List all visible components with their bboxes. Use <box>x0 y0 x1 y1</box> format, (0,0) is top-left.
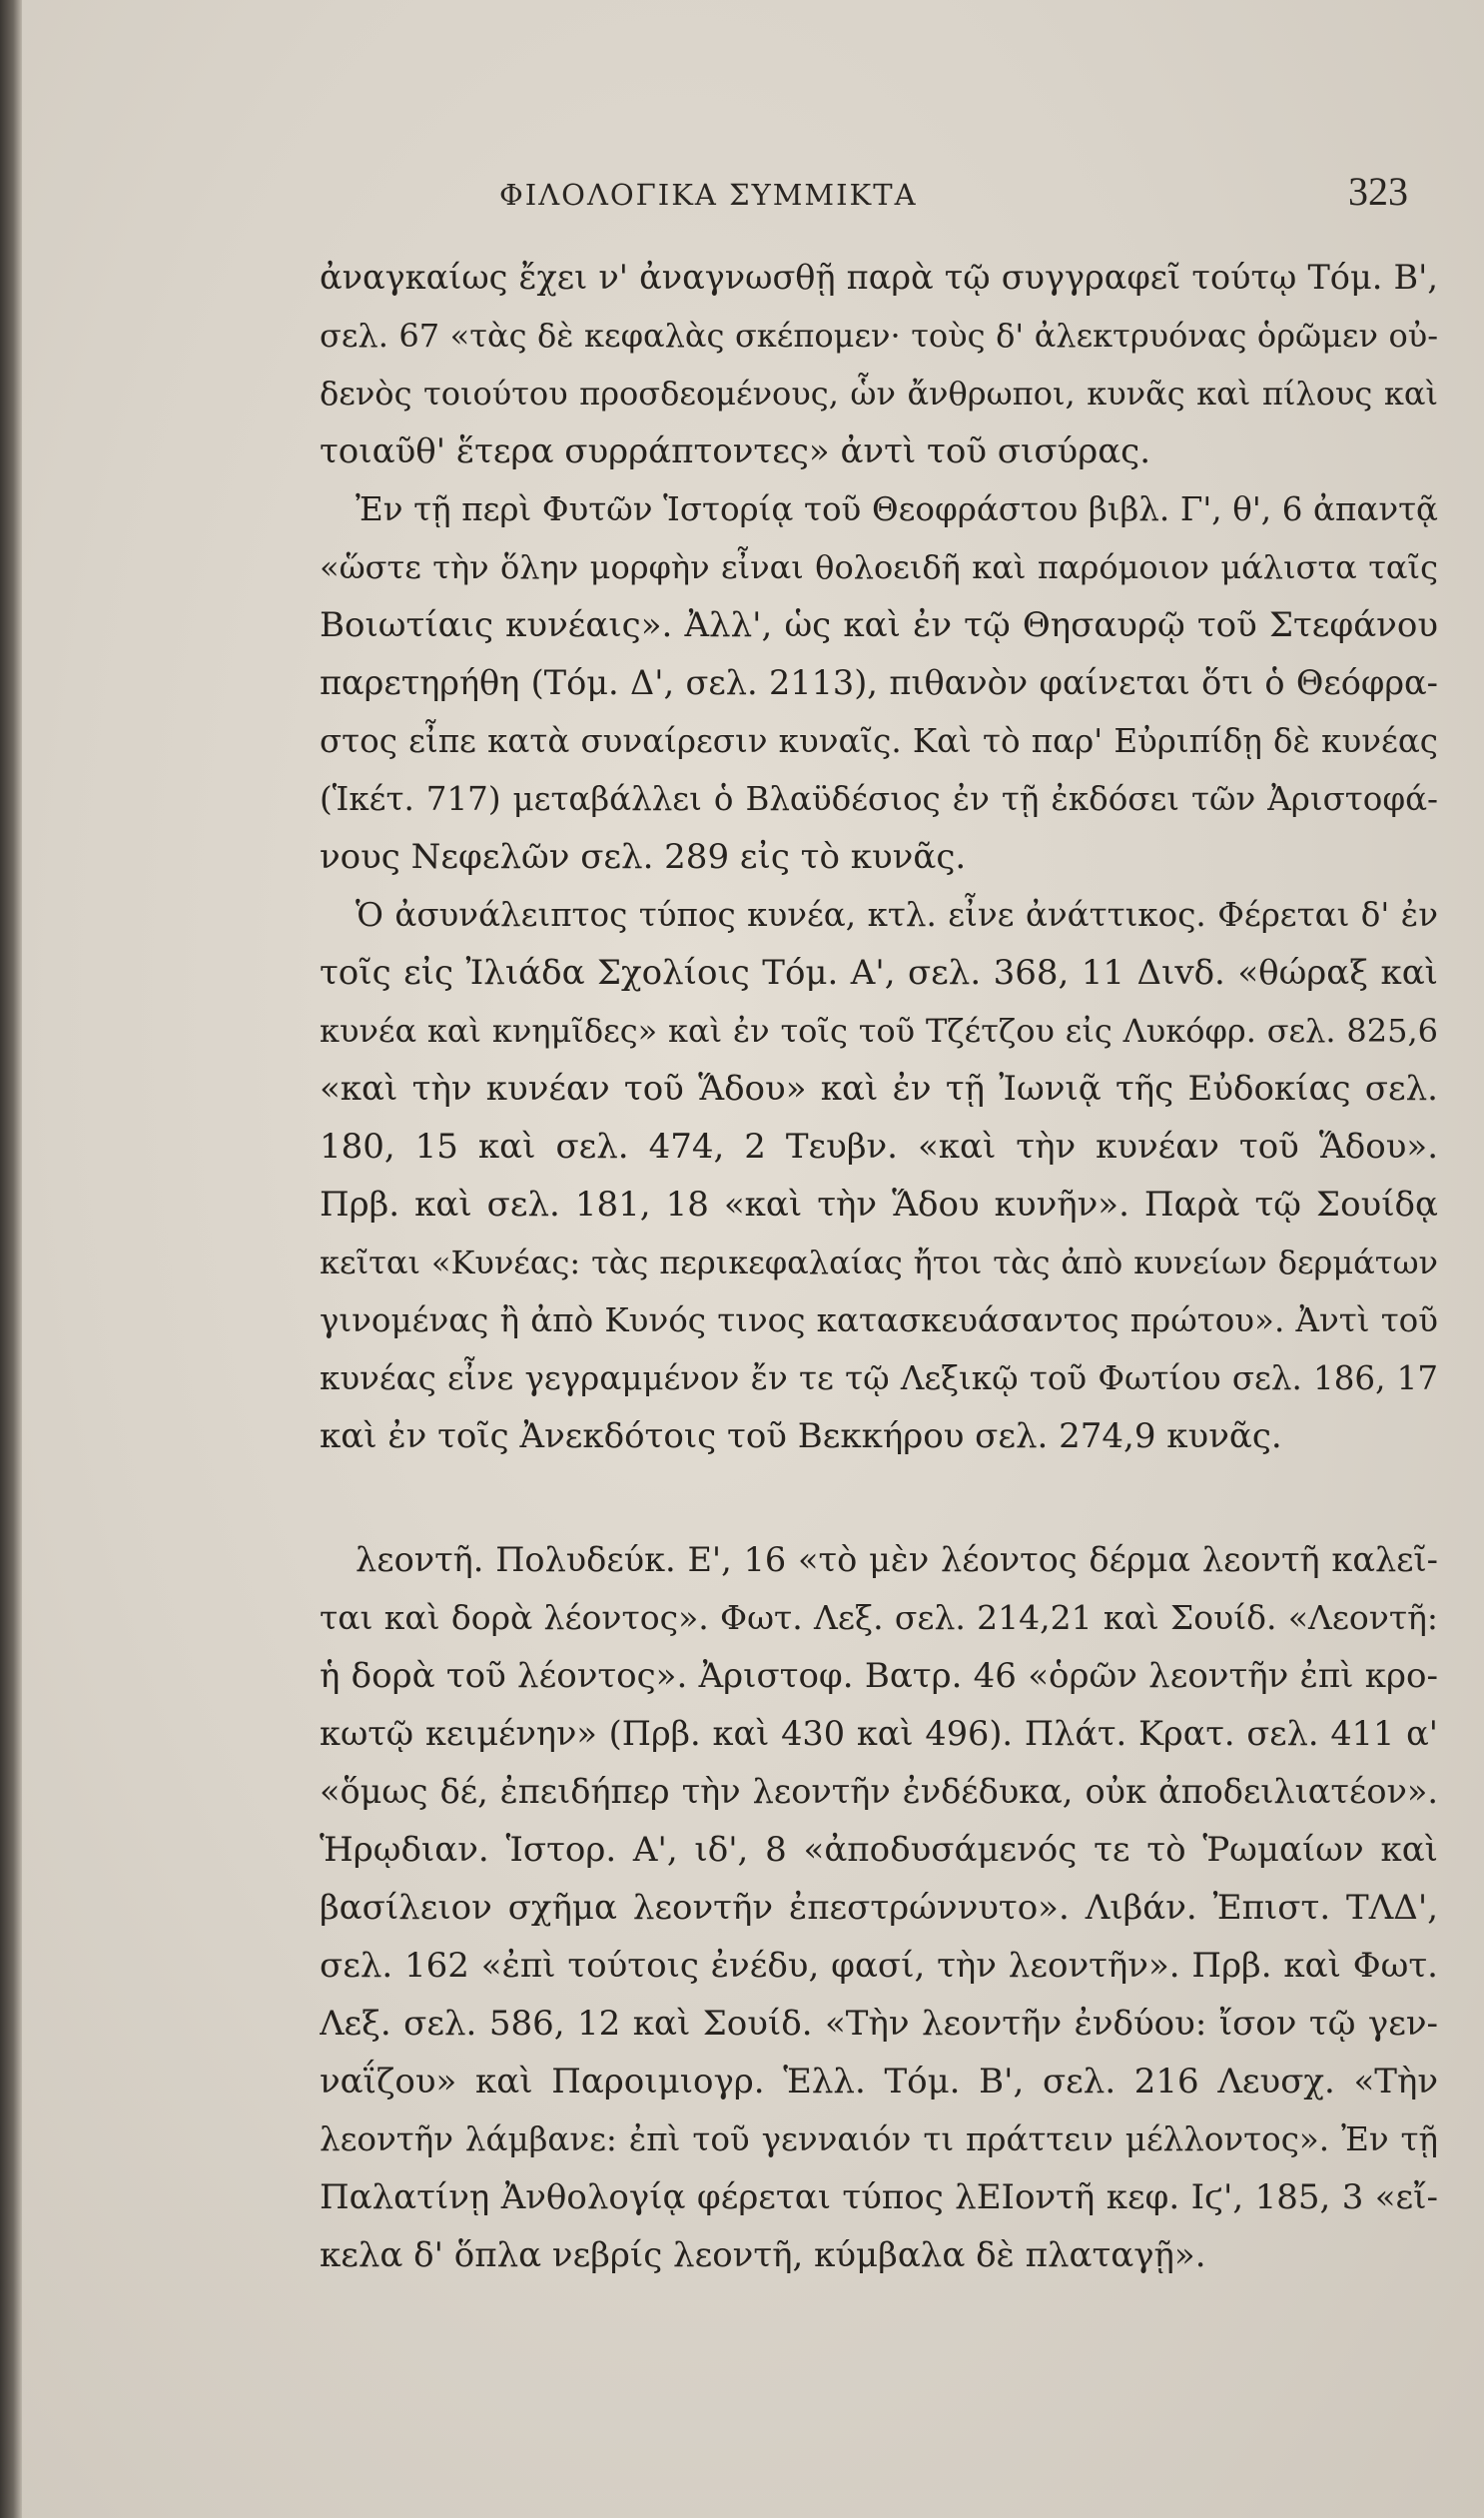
text-line: Ὁ ἀσυνάλειπτος τύπος κυνέα, κτλ. εἶνε ἀνάττικος. Φέρεται δ' ἐν <box>356 896 1438 934</box>
text-line: τοιαῦθ' ἕτερα συρράπτοντες» ἀντὶ τοῦ σισύρας. <box>320 431 1151 471</box>
text-line: νους Νεφελῶν σελ. 289 εἰς τὸ κυνᾶς. <box>320 837 967 877</box>
text-line: «ὅμως δέ, ἐπειδήπερ τὴν λεοντῆν ἐνδέδυκα, οὐκ ἀποδειλιατέον». <box>320 1772 1438 1811</box>
text-line: δενὸς τοιούτου προσδεομένους, ὧν ἄνθρωποι, κυνᾶς καὶ πίλους καὶ <box>320 375 1438 413</box>
text-line: κελα δ' ὅπλα νεβρίς λεοντῆ, κύμβαλα δὲ πλαταγῇ». <box>320 2235 1206 2275</box>
text-line: κεῖται «Κυνέας: τὰς περικεφαλαίας ἤτοι τὰς ἀπὸ κυνείων δερμάτων <box>320 1244 1438 1281</box>
text-line: στος εἶπε κατὰ συναίρεσιν κυναῖς. Καὶ τὸ παρ' Εὐριπίδῃ δὲ κυνέας <box>320 722 1438 760</box>
book-page <box>22 0 1484 2518</box>
text-line: «καὶ τὴν κυνέαν τοῦ Ἅδου» καὶ ἐν τῇ Ἰωνιᾷ τῆς Εὐδοκίας σελ. <box>320 1069 1438 1109</box>
scan-dark-edge <box>0 0 22 2518</box>
text-line: Ἐν τῇ περὶ Φυτῶν Ἱστορίᾳ τοῦ Θεοφράστου βιβλ. Γ', θ', 6 ἀπαντᾷ <box>356 490 1438 528</box>
text-line: ἀναγκαίως ἔχει ν' ἀναγνωσθῇ παρὰ τῷ συγγραφεῖ τούτῳ Τόμ. Β', <box>320 258 1438 297</box>
text-line: (Ἱκέτ. 717) μεταβάλλει ὁ Βλαϋδέσιος ἐν τῇ ἐκδόσει τῶν Ἀριστοφά- <box>320 780 1438 818</box>
text-line: κωτῷ κειμένην» (Πρβ. καὶ 430 καὶ 496). Πλάτ. Κρατ. σελ. 411 α' <box>320 1714 1438 1753</box>
text-line: ται καὶ δορὰ λέοντος». Φωτ. Λεξ. σελ. 214,21 καὶ Σουίδ. «Λεοντῆ: <box>320 1598 1438 1637</box>
text-line: βασίλειον σχῆμα λεοντῆν ἐπεστρώννυτο». Λιβάν. Ἐπιστ. ΤΛΔ', <box>320 1888 1438 1928</box>
text-line: Λεξ. σελ. 586, 12 καὶ Σουίδ. «Τὴν λεοντῆν ἐνδύου: ἴσον τῷ γεν- <box>320 2004 1438 2044</box>
text-line: ἡ δορὰ τοῦ λέοντος». Ἀριστοφ. Βατρ. 46 «ὁρῶν λεοντῆν ἐπὶ κρο- <box>320 1656 1438 1696</box>
text-line: λεοντῆν λάμβανε: ἐπὶ τοῦ γενναιόν τι πράττειν μέλλοντος». Ἐν τῇ <box>320 2120 1438 2158</box>
text-line: κυνέας εἶνε γεγραμμένον ἔν τε τῷ Λεξικῷ τοῦ Φωτίου σελ. 186, 17 <box>320 1359 1438 1397</box>
text-line: λεοντῆ. Πολυδεύκ. Ε', 16 «τὸ μὲν λέοντος δέρμα λεοντῆ καλεῖ- <box>356 1540 1438 1579</box>
text-line: 180, 15 καὶ σελ. 474, 2 Τευβν. «καὶ τὴν κυνέαν τοῦ Ἅδου». <box>320 1127 1438 1167</box>
text-line: Πρβ. καὶ σελ. 181, 18 «καὶ τὴν Ἅδου κυνῆν». Παρὰ τῷ Σουίδᾳ <box>320 1185 1438 1225</box>
text-line: γινομένας ἢ ἀπὸ Κυνός τινος κατασκευάσαντος πρώτου». Ἀντὶ τοῦ <box>320 1301 1438 1339</box>
text-line: παρετηρήθη (Τόμ. Δ', σελ. 2113), πιθανὸν φαίνεται ὅτι ὁ Θεόφρα- <box>320 663 1438 702</box>
text-line: σελ. 67 «τὰς δὲ κεφαλὰς σκέπομεν· τοὺς δ' ἀλεκτρυόνας ὁρῶμεν οὐ- <box>320 317 1438 355</box>
text-line: Ἡρῳδιαν. Ἱστορ. Α', ιδ', 8 «ἀποδυσάμενός τε τὸ Ῥωμαίων καὶ <box>320 1830 1438 1870</box>
text-line: «ὥστε τὴν ὅλην μορφὴν εἶναι θολοειδῆ καὶ παρόμοιον μάλιστα ταῖς <box>320 548 1438 586</box>
text-line: σελ. 162 «ἐπὶ τούτοις ἐνέδυ, φασί, τὴν λεοντῆν». Πρβ. καὶ Φωτ. <box>320 1946 1438 1986</box>
running-title: ΦΙΛΟΛΟΓΙΚΑ ΣΥΜΜΙΚΤΑ <box>499 178 918 212</box>
text-line: Παλατίνῃ Ἀνθολογίᾳ φέρεται τύπος λΕΙοντῆ κεφ. Ιϛ', 185, 3 «εἴ- <box>320 2177 1438 2217</box>
text-line: καὶ ἐν τοῖς Ἀνεκδότοις τοῦ Βεκκήρου σελ. 274,9 κυνᾶς. <box>320 1416 1282 1456</box>
text-line: κυνέα καὶ κνημῖδες» καὶ ἐν τοῖς τοῦ Τζέτζου εἰς Λυκόφρ. σελ. 825,6 <box>320 1012 1438 1050</box>
text-line: ναΐζου» καὶ Παροιμιογρ. Ἑλλ. Τόμ. Β', σελ. 216 Λευσχ. «Τὴν <box>320 2062 1438 2101</box>
page-number: 323 <box>1348 169 1408 214</box>
text-line: τοῖς εἰς Ἰλιάδα Σχολίοις Τόμ. Α', σελ. 368, 11 Διvδ. «θώραξ καὶ <box>320 953 1438 993</box>
text-line: Βοιωτίαις κυνέαις». Ἀλλ', ὡς καὶ ἐν τῷ Θησαυρῷ τοῦ Στεφάνου <box>320 605 1438 645</box>
